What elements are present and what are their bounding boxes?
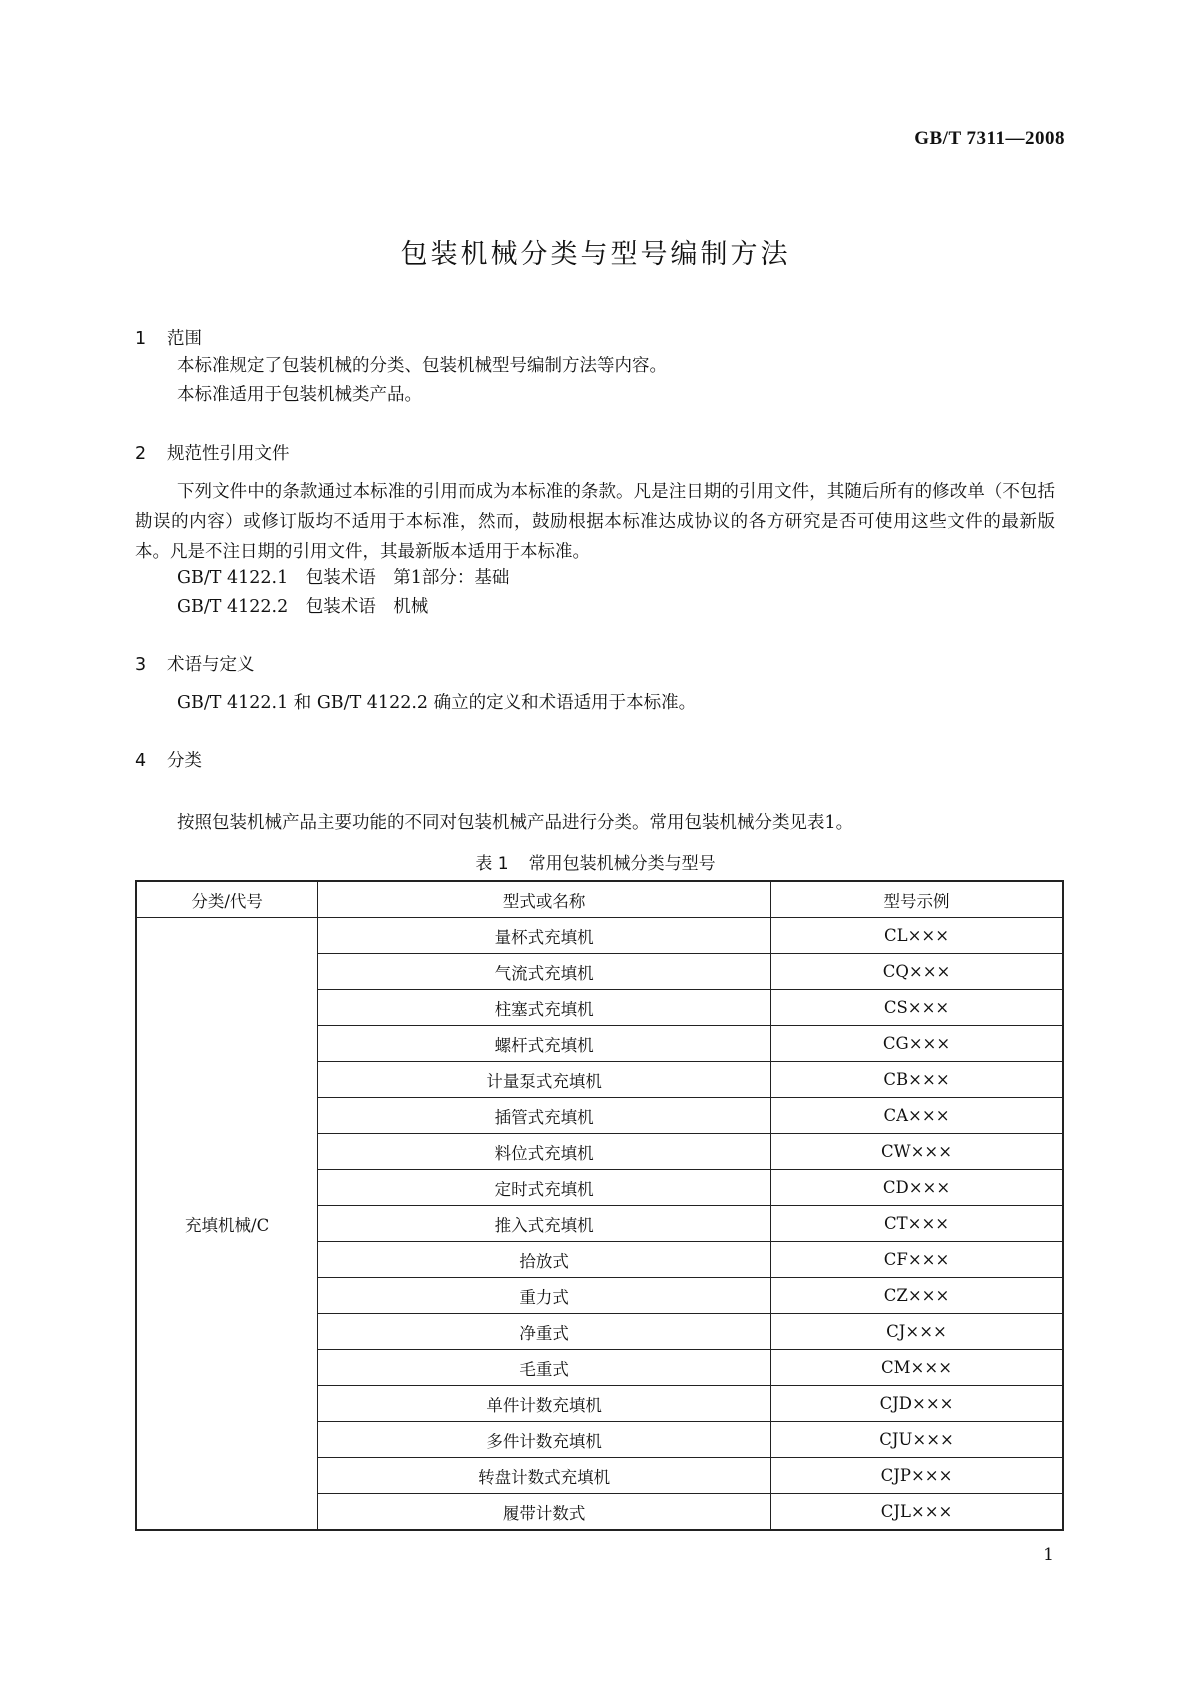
type-name-cell: 螺杆式充填机 <box>318 1026 771 1062</box>
classification-paragraph: 按照包装机械产品主要功能的不同对包装机械产品进行分类。常用包装机械分类见表1。 <box>177 813 854 833</box>
type-name-cell: 气流式充填机 <box>318 954 771 990</box>
table-caption <box>0 849 1191 874</box>
terms-paragraph: GB/T 4122.1 和 GB/T 4122.2 确立的定义和术语适用于本标准。 <box>177 693 697 713</box>
table-header-row <box>136 881 1063 918</box>
reference-item-2: GB/T 4122.2 包装术语 机械 <box>177 597 429 617</box>
header-category: 分类/代号 <box>136 881 318 918</box>
model-example-cell: CJL××× <box>771 1494 1063 1531</box>
section-heading-scope <box>135 325 202 350</box>
section-heading-classification <box>135 747 202 772</box>
page-number: 1 <box>1043 1545 1054 1565</box>
model-example-cell: CQ××× <box>771 954 1063 990</box>
table-caption-number: 表 1 <box>475 854 509 874</box>
model-example-cell: CS××× <box>771 990 1063 1026</box>
document-title: 包装机械分类与型号编制方法 <box>400 239 791 270</box>
table-row <box>136 918 1063 954</box>
model-example-cell: CJ××× <box>771 1314 1063 1350</box>
section-number: 2 <box>135 444 147 464</box>
model-example-cell: CA××× <box>771 1098 1063 1134</box>
scope-paragraph-2: 本标准适用于包装机械类产品。 <box>177 385 422 405</box>
table-body <box>136 918 1063 1531</box>
type-name-cell: 多件计数充填机 <box>318 1422 771 1458</box>
model-example-cell: CT××× <box>771 1206 1063 1242</box>
section-number: 3 <box>135 655 147 675</box>
section-title: 分类 <box>167 751 202 771</box>
type-name-cell: 定时式充填机 <box>318 1170 771 1206</box>
table-caption-title: 常用包装机械分类与型号 <box>528 854 716 874</box>
header-type-name: 型式或名称 <box>318 881 771 918</box>
model-example-cell: CJU××× <box>771 1422 1063 1458</box>
model-example-cell: CF××× <box>771 1242 1063 1278</box>
type-name-cell: 毛重式 <box>318 1350 771 1386</box>
references-intro-paragraph: 下列文件中的条款通过本标准的引用而成为本标准的条款。凡是注日期的引用文件，其随后所有的修改单（不包括勘误的内容）或修订版均不适用于本标准，然而，鼓励根据本标准达成协议的各方研究是否可使用这些文件的最新版本。凡是不注日期的引用文件，其最新版本适用于本标准。 <box>135 482 1055 562</box>
section-number: 4 <box>135 751 147 771</box>
model-example-cell: CJD××× <box>771 1386 1063 1422</box>
type-name-cell: 插管式充填机 <box>318 1098 771 1134</box>
type-name-cell: 转盘计数式充填机 <box>318 1458 771 1494</box>
type-name-cell: 重力式 <box>318 1278 771 1314</box>
model-example-cell: CM××× <box>771 1350 1063 1386</box>
model-example-cell: CZ××× <box>771 1278 1063 1314</box>
scope-paragraph-1: 本标准规定了包装机械的分类、包装机械型号编制方法等内容。 <box>177 356 667 376</box>
section-number: 1 <box>135 329 147 349</box>
model-example-cell: CG××× <box>771 1026 1063 1062</box>
model-example-cell: CJP××× <box>771 1458 1063 1494</box>
model-example-cell: CB××× <box>771 1062 1063 1098</box>
section-title: 规范性引用文件 <box>167 444 290 464</box>
category-cell: 充填机械/C <box>136 918 318 1531</box>
type-name-cell: 料位式充填机 <box>318 1134 771 1170</box>
section-title: 范围 <box>167 329 202 349</box>
type-name-cell: 计量泵式充填机 <box>318 1062 771 1098</box>
model-example-cell: CD××× <box>771 1170 1063 1206</box>
section-title: 术语与定义 <box>167 655 255 675</box>
classification-table <box>135 880 1064 1531</box>
type-name-cell: 净重式 <box>318 1314 771 1350</box>
type-name-cell: 推入式充填机 <box>318 1206 771 1242</box>
model-example-cell: CW××× <box>771 1134 1063 1170</box>
type-name-cell: 量杯式充填机 <box>318 918 771 954</box>
type-name-cell: 拾放式 <box>318 1242 771 1278</box>
standard-code: GB/T 7311—2008 <box>914 128 1065 149</box>
reference-item-1: GB/T 4122.1 包装术语 第1部分：基础 <box>177 568 510 588</box>
type-name-cell: 履带计数式 <box>318 1494 771 1531</box>
model-example-cell: CL××× <box>771 918 1063 954</box>
header-model-example: 型号示例 <box>771 881 1063 918</box>
type-name-cell: 单件计数充填机 <box>318 1386 771 1422</box>
type-name-cell: 柱塞式充填机 <box>318 990 771 1026</box>
section-heading-references <box>135 440 290 465</box>
section-heading-terms <box>135 651 255 676</box>
